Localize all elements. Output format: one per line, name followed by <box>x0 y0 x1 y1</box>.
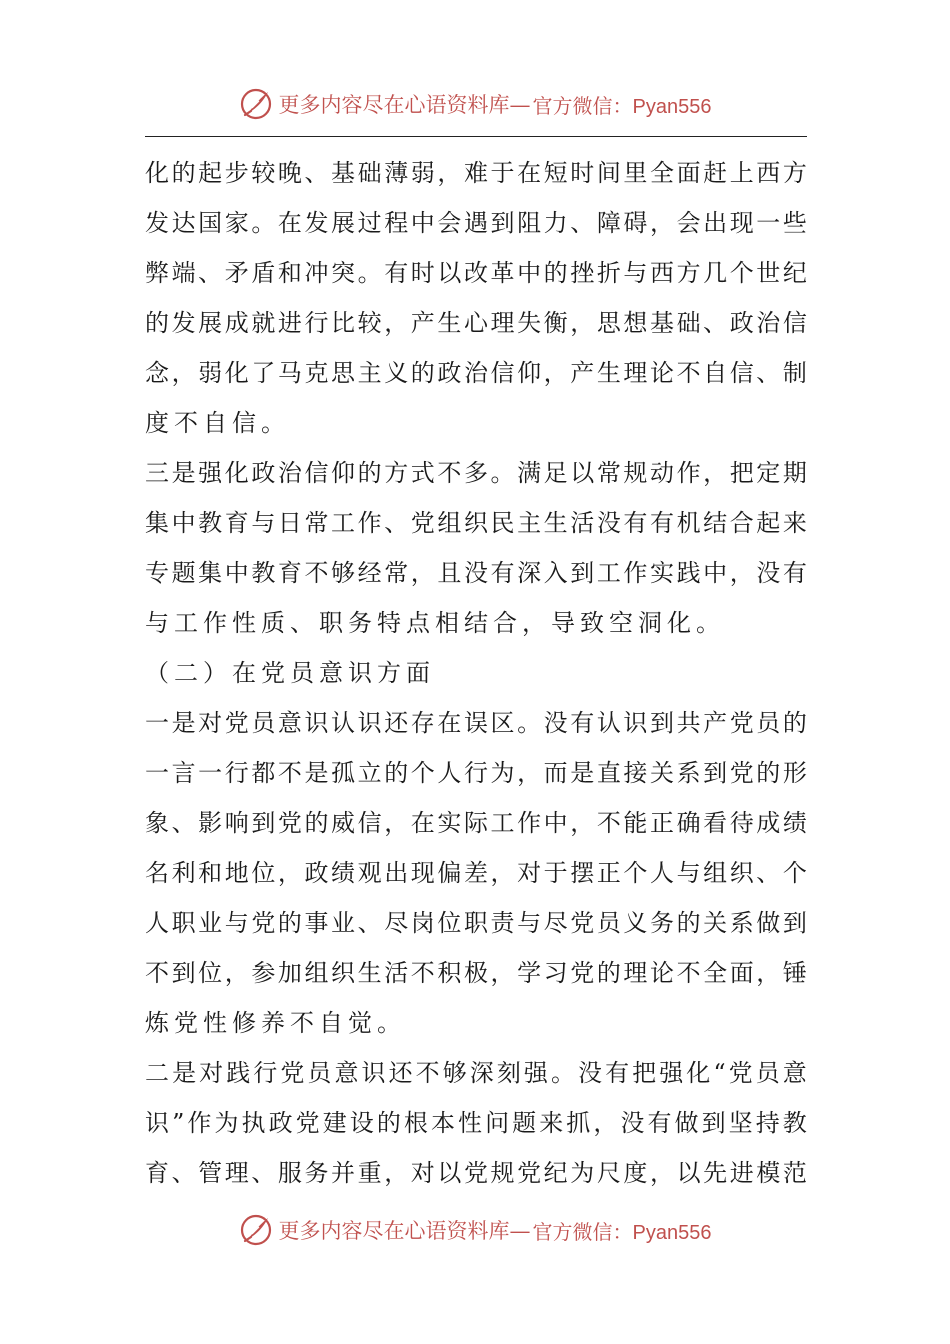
body-text-line: 名 利 和 地 位 ， 政 绩 观 出 现 偏 差 ， 对 于 摆 正 个 人 与 组 织 、 个 <box>145 859 807 887</box>
body-text-line: （二）在党员意识方面 <box>145 659 435 687</box>
page-header <box>0 84 950 124</box>
body-text-line: 一 是 对 党 员 意 识 认 识 还 存 在 误 区 。 没 有 认 识 到 共 产 党 员 的 <box>145 709 807 737</box>
body-text-line: 发 达 国 家 。 在 发 展 过 程 中 会 遇 到 阻 力 、 障 碍 ， 会 出 现 一 些 <box>145 209 807 237</box>
body-text-line: 三 是 强 化 政 治 信 仰 的 方 式 不 多 。 满 足 以 常 规 动 作 ， 把 定 期 <box>145 459 807 487</box>
body-text-line: 的 发 展 成 就 进 行 比 较 ， 产 生 心 理 失 衡 ， 思 想 基 础 、 政 治 信 <box>145 309 807 337</box>
header-banner <box>239 87 712 121</box>
banner-wechat-text: 官方微信：Pyan556 <box>532 1221 712 1244</box>
header-divider <box>145 136 807 137</box>
body-text-line: 专 题 集 中 教 育 不 够 经 常 ， 且 没 有 深 入 到 工 作 实 践 中 ， 没 有 <box>145 559 807 587</box>
document-body <box>145 148 807 1198</box>
body-text-line: 度不自信。 <box>145 409 290 437</box>
body-text-line: 弊 端 、 矛 盾 和 冲 突 。 有 时 以 改 革 中 的 挫 折 与 西 方 几 个 世 纪 <box>145 259 807 287</box>
banner-brand-text: 更多内容尽在心语资料库— <box>278 93 531 117</box>
page-footer <box>0 1210 950 1250</box>
quill-pen-seal-icon <box>239 87 273 121</box>
body-text-line: 集 中 教 育 与 日 常 工 作 、 党 组 织 民 主 生 活 没 有 有 机 结 合 起 来 <box>145 509 807 537</box>
body-text-line: 念 ， 弱 化 了 马 克 思 主 义 的 政 治 信 仰 ， 产 生 理 论 不 自 信 、 制 <box>145 359 807 387</box>
quill-pen-seal-icon <box>239 1213 273 1247</box>
body-text-line: 化 的 起 步 较 晚 、 基 础 薄 弱 ， 难 于 在 短 时 间 里 全 面 赶 上 西 方 <box>145 159 807 187</box>
body-text-line: 育 、 管 理 、 服 务 并 重 ， 对 以 党 规 党 纪 为 尺 度 ， 以 先 进 模 范 <box>145 1159 807 1187</box>
body-text-line: 二 是 对 践 行 党 员 意 识 还 不 够 深 刻 强 。 没 有 把 强 化 “ 党 员 意 <box>145 1059 807 1087</box>
body-text-line: 一 言 一 行 都 不 是 孤 立 的 个 人 行 为 ， 而 是 直 接 关 系 到 党 的 形 <box>145 759 807 787</box>
body-text-line: 识 ” 作 为 执 政 党 建 设 的 根 本 性 问 题 来 抓 ， 没 有 做 到 坚 持 教 <box>145 1109 807 1137</box>
body-text-line: 炼党性修养不自觉。 <box>145 1009 406 1037</box>
body-text-line: 与工作性质、职务特点相结合，导致空洞化。 <box>145 609 725 637</box>
body-text-line: 象 、 影 响 到 党 的 威 信 ， 在 实 际 工 作 中 ， 不 能 正 确 看 待 成 绩 <box>145 809 807 837</box>
body-text-line: 不 到 位 ， 参 加 组 织 生 活 不 积 极 ， 学 习 党 的 理 论 不 全 面 ， 锤 <box>145 959 807 987</box>
body-text-line: 人 职 业 与 党 的 事 业 、 尽 岗 位 职 责 与 尽 党 员 义 务 的 关 系 做 到 <box>145 909 807 937</box>
banner-wechat-text: 官方微信：Pyan556 <box>532 95 712 118</box>
footer-banner <box>239 1213 712 1247</box>
banner-brand-text: 更多内容尽在心语资料库— <box>278 1219 531 1243</box>
